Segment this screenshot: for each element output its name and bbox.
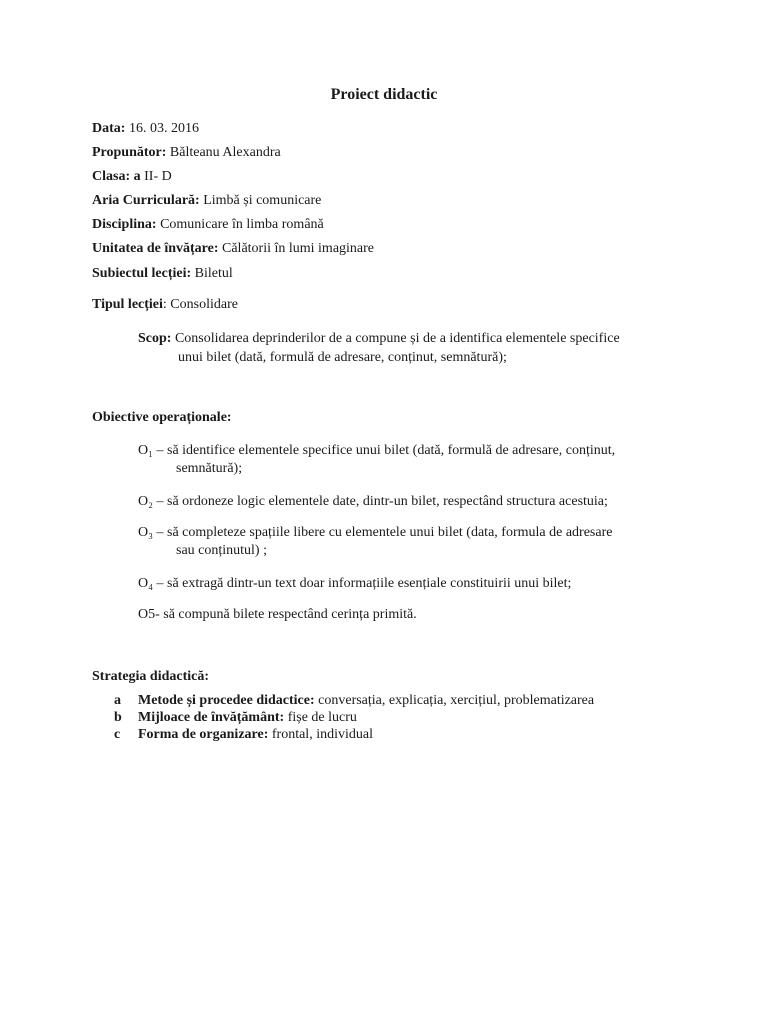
objective-line1: O₂ – să ordoneze logic elementele date, dintr-un bilet, respectând structura acestuia; <box>138 494 608 509</box>
field-label: Aria Curriculară: <box>92 193 200 208</box>
field-label: Disciplina: <box>92 217 157 232</box>
objective-item <box>138 524 698 560</box>
strategy-letter: b <box>114 710 122 725</box>
field-value: Comunicare în limba română <box>156 217 324 232</box>
objective-line1: O5- să compună bilete respectând cerința primită. <box>138 607 417 622</box>
scope-label: Scop: <box>138 331 172 346</box>
strategy-letter: a <box>114 693 121 708</box>
field-label: Tipul lecției <box>92 297 163 312</box>
strategy-letter: c <box>114 727 121 742</box>
field-proposer <box>92 145 281 161</box>
scope-text-line2: unui bilet (dată, formulă de adresare, conținut, semnătură); <box>178 350 507 365</box>
field-curricular-area <box>92 193 321 209</box>
strategy-value: fișe de lucru <box>284 710 357 725</box>
objective-line1: O₃ – să completeze spațiile libere cu elementele unui bilet (data, formula de adresare <box>138 525 613 540</box>
document-title: Proiect didactic <box>330 86 438 103</box>
strategy-value: frontal, individual <box>268 727 373 742</box>
objective-line1: O₁ – să identifice elementele specifice unui bilet (dată, formulă de adresare, conținut, <box>138 443 616 458</box>
field-value: II- D <box>140 169 172 184</box>
field-lesson-subject <box>92 266 233 282</box>
field-label: Subiectul lecției: <box>92 266 192 281</box>
field-discipline <box>92 217 324 233</box>
field-value: Călătorii în lumi imaginare <box>218 241 375 256</box>
field-label: Clasa: a <box>92 169 141 184</box>
objectives-heading: Obiective operaționale: <box>92 410 232 425</box>
scope-text-line1: Consolidarea deprinderilor de a compune și de a identifica elementele specifice <box>171 331 620 346</box>
strategy-heading: Strategia didactică: <box>92 669 210 684</box>
field-learning-unit <box>92 241 374 257</box>
objective-item <box>138 606 698 624</box>
field-label: Propunător: <box>92 145 167 160</box>
field-date <box>92 121 199 137</box>
field-lesson-type <box>92 297 238 313</box>
field-value: Limbă și comunicare <box>199 193 322 208</box>
field-class <box>92 169 172 185</box>
strategy-value: conversația, explicația, xercițiul, problematizarea <box>314 693 595 708</box>
strategy-item <box>114 727 373 743</box>
objective-line2: sau conținutul) ; <box>176 543 267 558</box>
field-label: Data: <box>92 121 126 136</box>
objective-line1: O₄ – să extragă dintr-un text doar informațiile esențiale constituirii unui bilet; <box>138 576 572 591</box>
objective-item <box>138 442 698 478</box>
lesson-scope <box>138 329 698 367</box>
field-value: : Consolidare <box>162 297 238 312</box>
field-value: 16. 03. 2016 <box>125 121 199 136</box>
field-label: Unitatea de învățare: <box>92 241 219 256</box>
strategy-item <box>114 710 357 726</box>
field-value: Bălteanu Alexandra <box>166 145 281 160</box>
strategy-label: Mijloace de învățământ: <box>138 710 285 725</box>
strategy-label: Metode și procedee didactice: <box>138 693 315 708</box>
objective-line2: semnătură); <box>176 461 243 476</box>
objective-item <box>138 575 698 593</box>
strategy-label: Forma de organizare: <box>138 727 269 742</box>
field-value: Biletul <box>191 266 233 281</box>
objective-item <box>138 493 698 511</box>
strategy-item <box>114 693 594 709</box>
